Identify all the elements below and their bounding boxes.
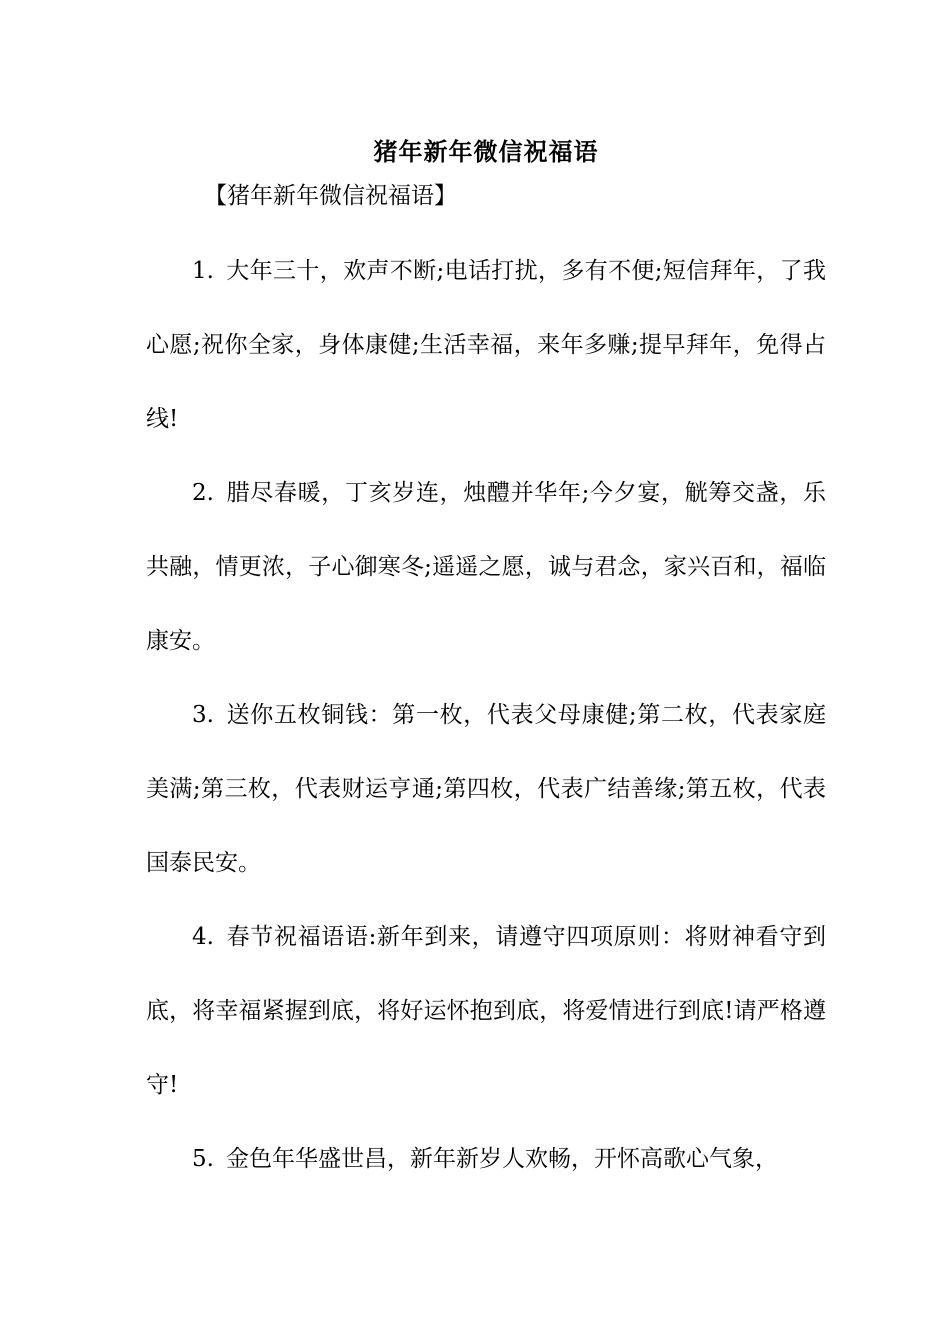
- document-title: 猪年新年微信祝福语: [373, 137, 599, 166]
- paragraph-number: 2.: [192, 480, 214, 506]
- paragraph-text: 送你五枚铜钱：第一枚，代表父母康健;第二枚，代表家庭美满;第三枚，代表财运亨通;第四枚，代表广结善缘;第五枚，代表国泰民安。: [146, 702, 826, 876]
- paragraph-number: 4.: [192, 924, 214, 950]
- paragraph-text: 大年三十，欢声不断;电话打扰，多有不便;短信拜年，了我心愿;祝你全家，身体康健;生活幸福，来年多赚;提早拜年，免得占线!: [146, 258, 826, 432]
- paragraph-number: 5.: [192, 1146, 214, 1172]
- document-subtitle: 【猪年新年微信祝福语】: [204, 183, 457, 209]
- paragraph-number: 3.: [192, 702, 214, 728]
- paragraph-2: [146, 456, 826, 678]
- paragraph-5: [146, 1122, 826, 1196]
- paragraph-text: 金色年华盛世昌，新年新岁人欢畅，开怀高歌心气象，: [225, 1146, 778, 1172]
- paragraph-3: [146, 678, 826, 900]
- paragraph-4: [146, 900, 826, 1122]
- document-page: [146, 130, 826, 1196]
- paragraph-text: 腊尽春暖，丁亥岁连，烛醴并华年;今夕宴，觥筹交盏，乐共融，情更浓，子心御寒冬;遥遥之愿，诚与君念，家兴百和，福临康安。: [146, 480, 826, 654]
- paragraph-text: 春节祝福语语:新年到来，请遵守四项原则：将财神看守到底，将幸福紧握到底，将好运怀抱到底，将爱情进行到底!请严格遵守!: [146, 924, 826, 1098]
- paragraph-number: 1.: [192, 258, 214, 284]
- paragraph-1: [146, 234, 826, 456]
